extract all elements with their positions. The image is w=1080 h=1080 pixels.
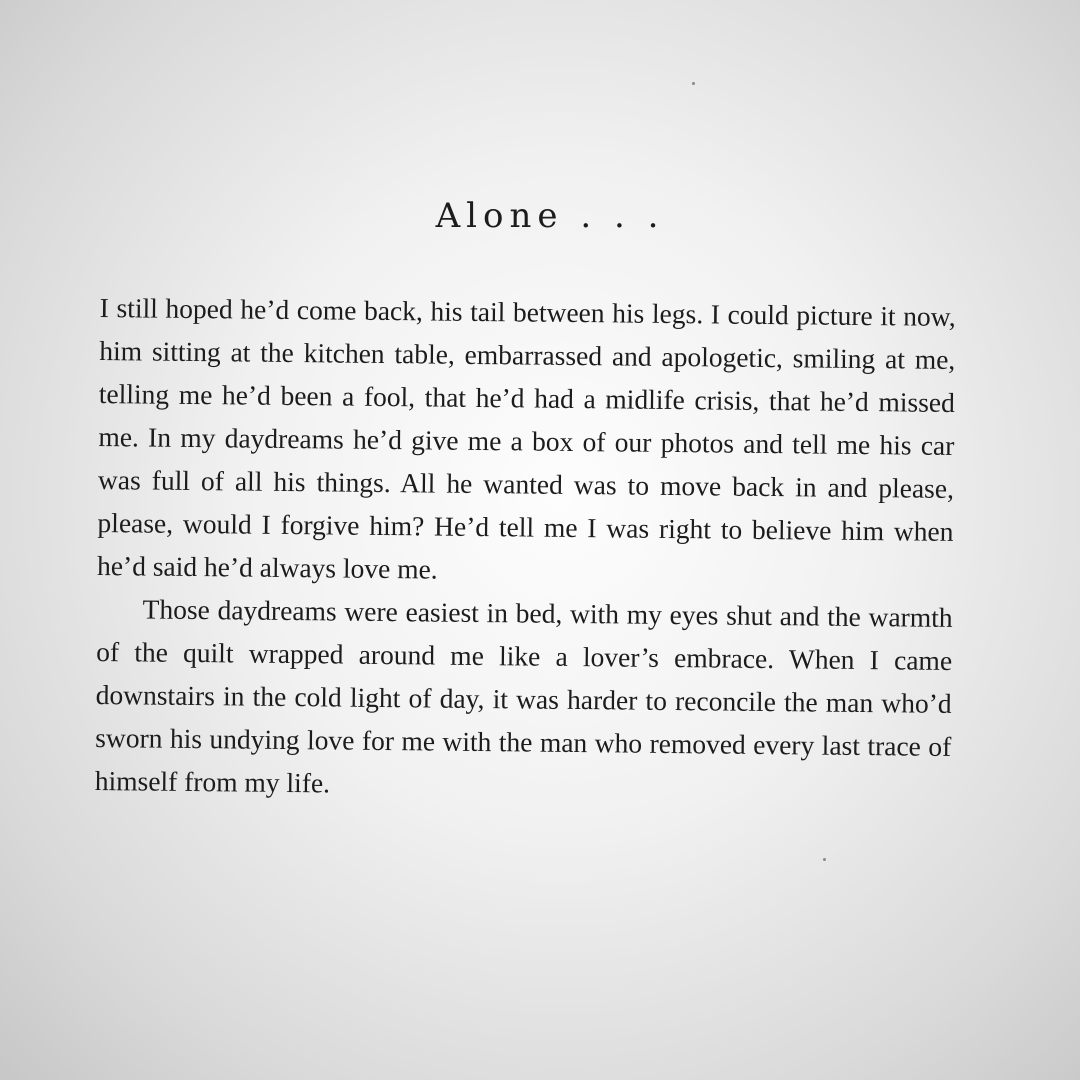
dust-speck [692,82,695,85]
paragraph-1: I still hoped he’d come back, his tail between his legs. I could picture it now, him sitting at the kitchen table, embarrassed and apologetic, smiling at me, telling me he’d been a fool, that he’d had a midlife crisis, that he’d missed me. In my daydreams he’d give me a box of our photos and tell me his car was full of all his things. All he wanted was to move back in and please, please, would I forgive him? He’d tell me I was right to believe him when he’d said he’d always love me. [96,291,956,585]
chapter-body [95,286,956,811]
paragraph-2: Those daydreams were easiest in bed, with my eyes shut and the warmth of the quilt wrapped around me like a lover’s embrace. When I came downstairs in the cold light of day, it was harder to reconcile the man who’d sworn his undying love for me with the man who removed every last trace of himself from my life. [94,593,953,799]
dust-speck [823,858,826,861]
chapter-title: Alone . . . [435,196,665,236]
